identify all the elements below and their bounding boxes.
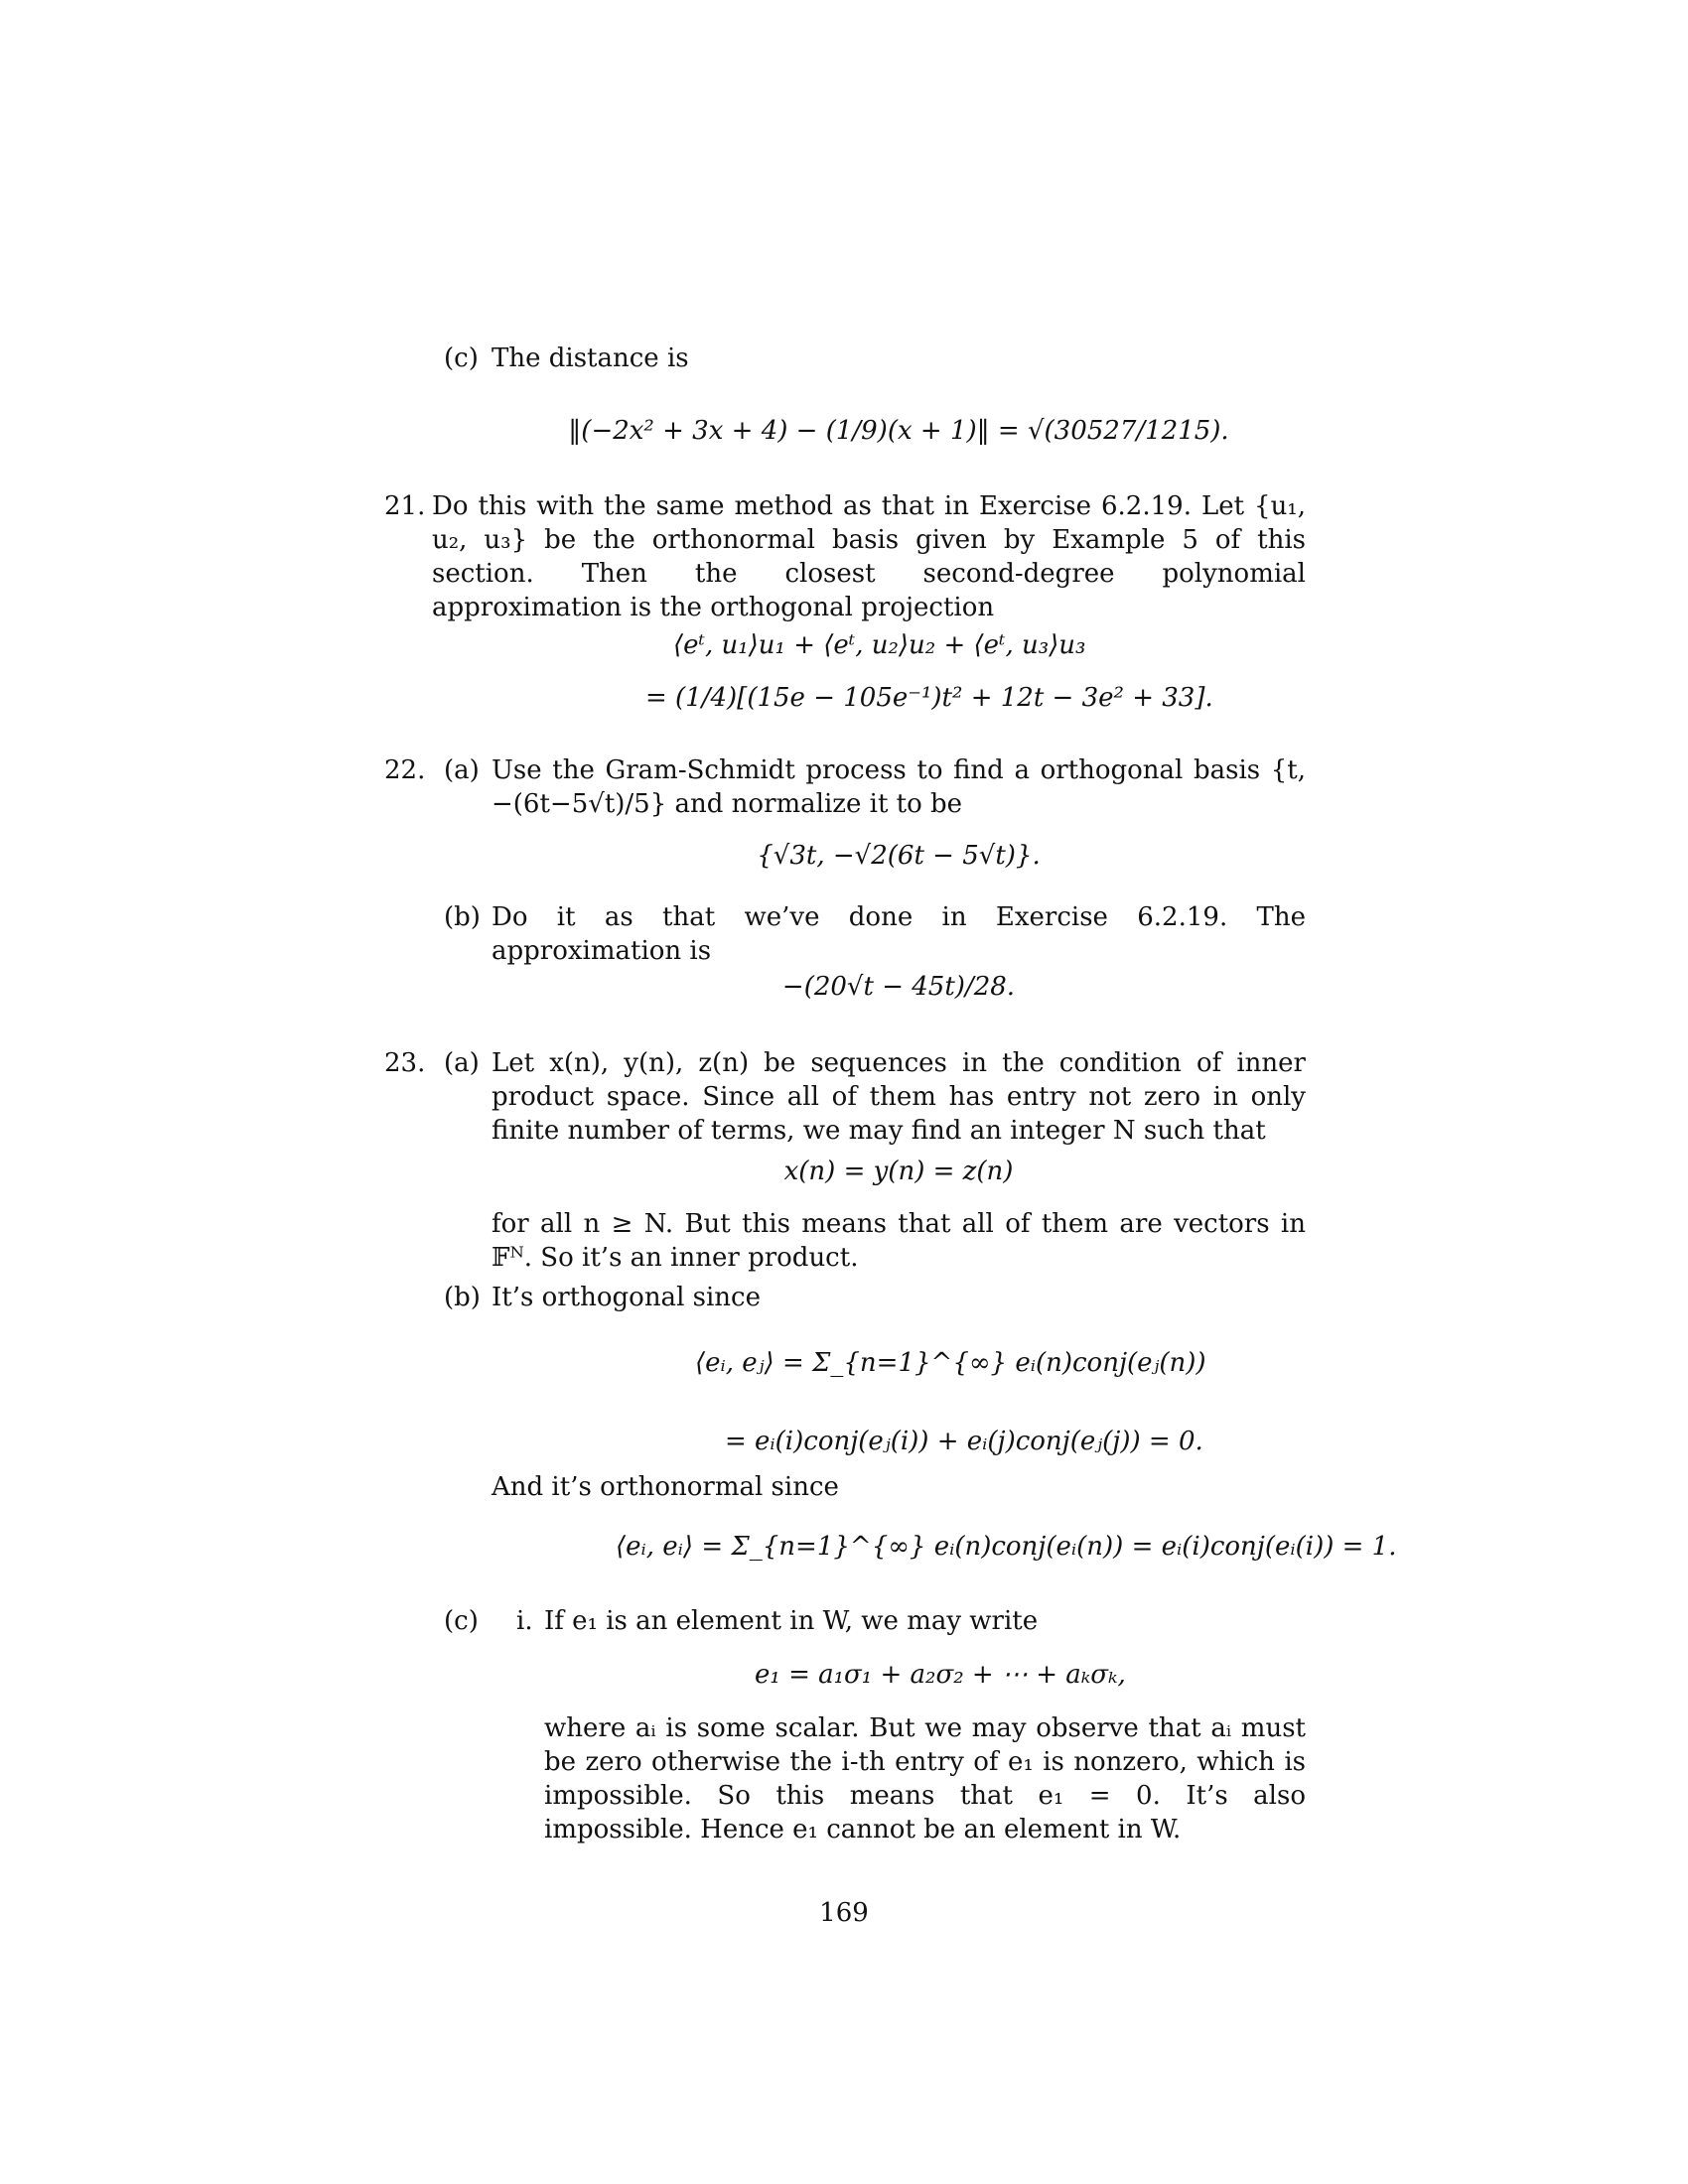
exercise-text: Do this with the same method as that in Exercise 6.2.19. Let {u₁, u₂, u₃} be the orthonormal basis given by Example 5 of this section. Then the closest second-degree polynomial approximation is the orthogonal projection (432, 491, 1306, 622)
item-label: (a) (444, 1048, 480, 1078)
item-label: (b) (444, 902, 481, 932)
equation: e₁ = a₁σ₁ + a₂σ₂ + ⋯ + aₖσₖ, (755, 1660, 1126, 1690)
exercise-number: 23. (384, 1048, 426, 1078)
item-label: (a) (444, 755, 480, 785)
item-text: Let x(n), y(n), z(n) be sequences in the condition of inner product space. Since all of them has entry not zero in only finite number of terms, we may find an integer N such that (492, 1048, 1306, 1146)
equation: x(n) = y(n) = z(n) (783, 1157, 1014, 1186)
item-label: (b) (444, 1283, 481, 1312)
equation: ⟨eᵢ, eⱼ⟩ = Σ_{n=1}^{∞} eᵢ(n)conj(eⱼ(n)) (695, 1348, 1206, 1378)
item-text: It’s orthogonal since (492, 1283, 761, 1312)
exercise-number: 21. (384, 491, 426, 521)
item-label: (c) (444, 1606, 479, 1636)
equation: ⟨eᵢ, eᵢ⟩ = Σ_{n=1}^{∞} eᵢ(n)conj(eᵢ(n)) = eᵢ(i)conj(eᵢ(i)) = 1. (616, 1532, 1397, 1562)
equation: ⟨eᵗ, u₁⟩u₁ + ⟨eᵗ, u₂⟩u₂ + ⟨eᵗ, u₃⟩u₃ (673, 630, 1086, 660)
item-text: where aᵢ is some scalar. But we may observe that aᵢ must be zero otherwise the i-th entry of e₁ is nonzero, which is impossible. So this means that e₁ = 0. It’s also impossible. Hence e₁ cannot be an element in W. (544, 1713, 1306, 1844)
equation: = (1/4)[(15e − 105e⁻¹)t² + 12t − 3e² + 33]. (645, 683, 1213, 713)
item-text: The distance is (492, 343, 689, 373)
item-label: (c) (444, 343, 479, 373)
exercise-number: 22. (384, 755, 426, 785)
item-text: for all n ≥ N. But this means that all of them are vectors in 𝔽ᴺ. So it’s an inner product. (492, 1209, 1306, 1273)
equation: ‖(−2x² + 3x + 4) − (1/9)(x + 1)‖ = √(30527/1215). (568, 416, 1229, 446)
subitem-label: i. (516, 1606, 533, 1636)
equation: = eᵢ(i)conj(eⱼ(i)) + eᵢ(j)conj(eⱼ(j)) = 0. (725, 1427, 1203, 1456)
item-text: Do it as that we’ve done in Exercise 6.2.19. The approximation is (492, 902, 1306, 966)
item-text: Use the Gram-Schmidt process to find a orthogonal basis {t, −(6t−5√t)/5} and normalize it to be (492, 755, 1306, 819)
equation: −(20√t − 45t)/28. (781, 972, 1016, 1002)
page-number: 169 (819, 1898, 869, 1928)
item-text: And it’s orthonormal since (492, 1472, 839, 1502)
equation: {√3t, −√2(6t − 5√t)}. (757, 841, 1041, 871)
item-text: If e₁ is an element in W, we may write (544, 1606, 1039, 1636)
